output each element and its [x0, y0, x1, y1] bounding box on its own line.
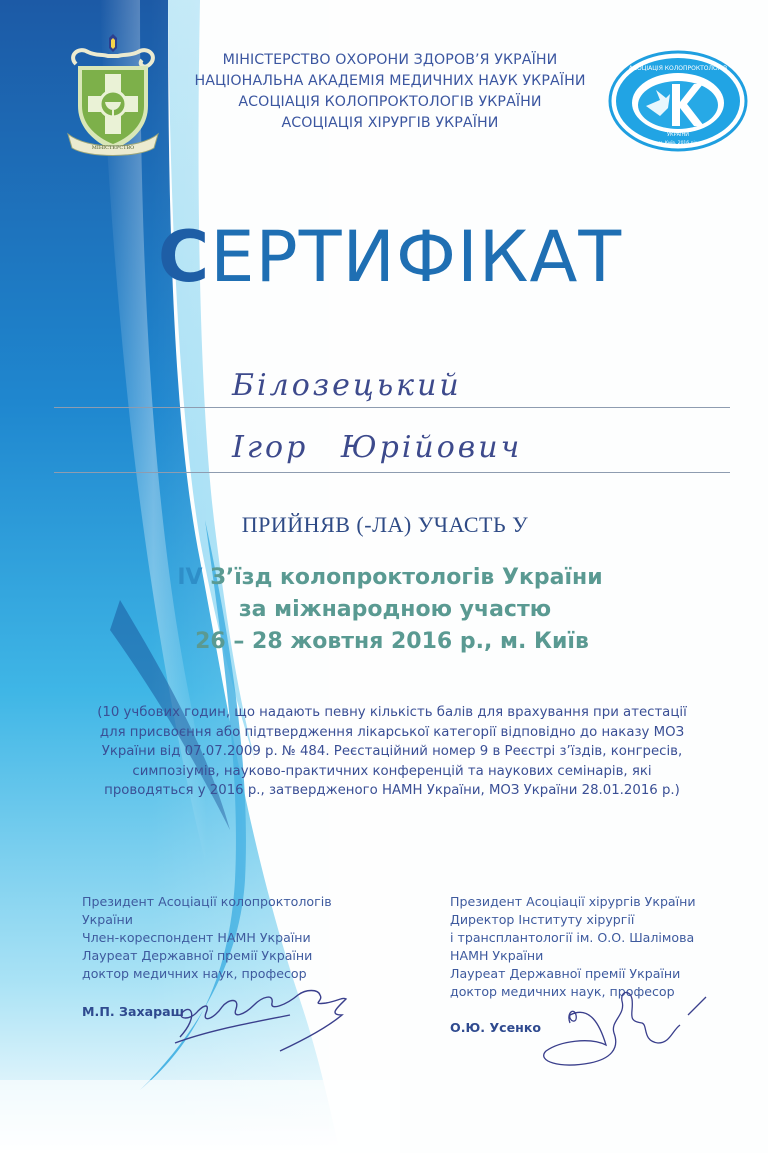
certificate-title	[150, 214, 630, 300]
note-line: (10 учбових годин, що надають певну кількість балів для врахування при атестації	[97, 705, 687, 720]
org-coloproctology-association: АСОЦІАЦІЯ КОЛОПРОКТОЛОГІВ УКРАЇНИ	[238, 94, 542, 110]
event-details	[150, 562, 630, 658]
event-subtitle: за міжнародною участю	[238, 597, 552, 622]
signatory-right-name: О.Ю. Усенко	[450, 1020, 542, 1035]
signatory-title-line: Лауреат Державної премії України	[450, 966, 681, 981]
event-dates-place: 26 – 28 жовтня 2016 р., м. Київ	[195, 629, 589, 654]
title-first-letter: С	[157, 216, 211, 298]
note-line: симпозіумів, науково-практичних конференцій та наукових семінарів, які	[132, 763, 652, 779]
signatory-title-line: доктор медичних наук, професор	[82, 966, 307, 981]
signatory-title-line: України	[82, 912, 133, 927]
svg-text:УКРАЇНИ: УКРАЇНИ	[666, 132, 690, 138]
signatory-title-line: і трансплантології ім. О.О. Шалімова	[450, 930, 695, 945]
signature-right-icon	[530, 985, 710, 1070]
signature-left-icon	[170, 975, 360, 1055]
note-line: України від 07.07.2009 р. № 484. Реєстаційний номер 9 в Реєстрі з’їздів, конгресів,	[101, 744, 683, 759]
issuing-organizations	[190, 50, 590, 134]
svg-text:АСОЦІАЦІЯ КОЛОПРОКТОЛОГІВ: АСОЦІАЦІЯ КОЛОПРОКТОЛОГІВ	[628, 65, 728, 72]
recipient-given-name: Ігор Юрійович	[232, 430, 523, 465]
svg-text:МІНІСТЕРСТВО: МІНІСТЕРСТВО	[91, 145, 135, 151]
note-line: проводяться у 2016 р., затвердженого НАМН України, МОЗ України 28.01.2016 р.)	[104, 783, 680, 798]
signatory-title-line: Лауреат Державної премії України	[82, 948, 313, 963]
org-ministry-of-health: МІНІСТЕРСТВО ОХОРОНИ ЗДОРОВ’Я УКРАЇНИ	[222, 52, 558, 68]
ministry-of-health-emblem-icon	[58, 34, 168, 164]
org-national-academy-medical-sciences: НАЦІОНАЛЬНА АКАДЕМІЯ МЕДИЧНИХ НАУК УКРАЇНИ	[194, 73, 586, 89]
recipient-surname: Білозецький	[232, 368, 462, 403]
signatory-title-line: НАМН України	[450, 948, 544, 963]
org-surgeons-association: АСОЦІАЦІЯ ХІРУРГІВ УКРАЇНИ	[281, 115, 499, 131]
signatory-title-line: Член-кореспондент НАМН України	[82, 930, 311, 945]
name-underline-1	[54, 407, 730, 408]
name-underline-2	[54, 472, 730, 473]
signatory-left	[82, 893, 352, 983]
coloproctology-association-logo-icon	[608, 50, 748, 152]
event-name: З’їзд колопроктологів України	[210, 565, 603, 590]
signatory-left-name: М.П. Захараш	[82, 1004, 184, 1019]
event-roman-numeral: IV	[177, 565, 203, 590]
note-line: для присвоєння або підтвердження лікарської категорії відповідно до наказу МОЗ	[99, 724, 685, 740]
signatory-title-line: Президент Асоціації колопроктологів	[82, 894, 332, 909]
signatory-title-line: Директор Інституту хірургії	[450, 912, 635, 927]
credit-hours-note	[90, 703, 694, 801]
participation-label: ПРИЙНЯВ (-ЛА) УЧАСТЬ У	[241, 512, 529, 537]
signatory-title-line: доктор медичних наук, професор	[450, 984, 675, 999]
title-rest: ЕРТИФІКАТ	[210, 216, 623, 298]
svg-text:м. Київ, 2016 рік: м. Київ, 2016 рік	[658, 141, 698, 146]
signatory-title-line: Президент Асоціації хірургів України	[450, 894, 696, 909]
